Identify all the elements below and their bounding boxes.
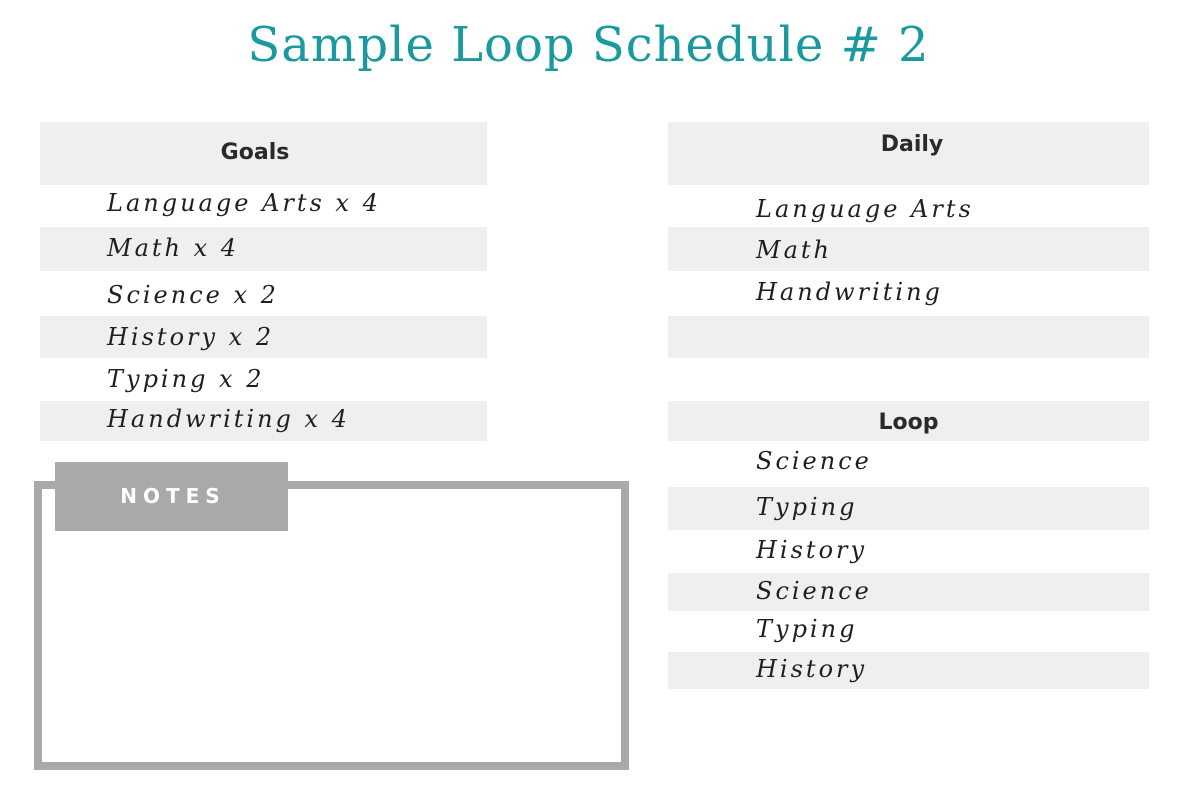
loop-row-band xyxy=(668,573,1149,611)
loop-row-band xyxy=(668,652,1149,689)
daily-item: Handwriting xyxy=(756,278,943,306)
daily-item: Math xyxy=(756,236,832,264)
page-title: Sample Loop Schedule # 2 xyxy=(247,17,930,73)
goal-item: Handwriting x 4 xyxy=(107,405,350,433)
goal-item: Math x 4 xyxy=(107,234,240,262)
daily-row-band xyxy=(668,227,1149,271)
goal-item: Language Arts x 4 xyxy=(107,189,381,217)
loop-item: History xyxy=(756,536,868,564)
loop-row-band xyxy=(668,487,1149,530)
loop-item: Typing xyxy=(756,615,858,643)
loop-item: Typing xyxy=(756,493,858,521)
notes-label: NOTES xyxy=(120,484,226,508)
loop-item: History xyxy=(756,655,868,683)
loop-item: Science xyxy=(756,447,872,475)
daily-row-band xyxy=(668,316,1149,358)
loop-item: Science xyxy=(756,577,872,605)
goal-item: Typing x 2 xyxy=(107,365,265,393)
goal-item: Science x 2 xyxy=(107,281,279,309)
daily-header: Daily xyxy=(880,132,944,157)
daily-item: Language Arts xyxy=(756,195,974,223)
goal-item: History x 2 xyxy=(107,323,275,351)
goals-header: Goals xyxy=(220,140,290,165)
loop-header: Loop xyxy=(878,410,939,435)
